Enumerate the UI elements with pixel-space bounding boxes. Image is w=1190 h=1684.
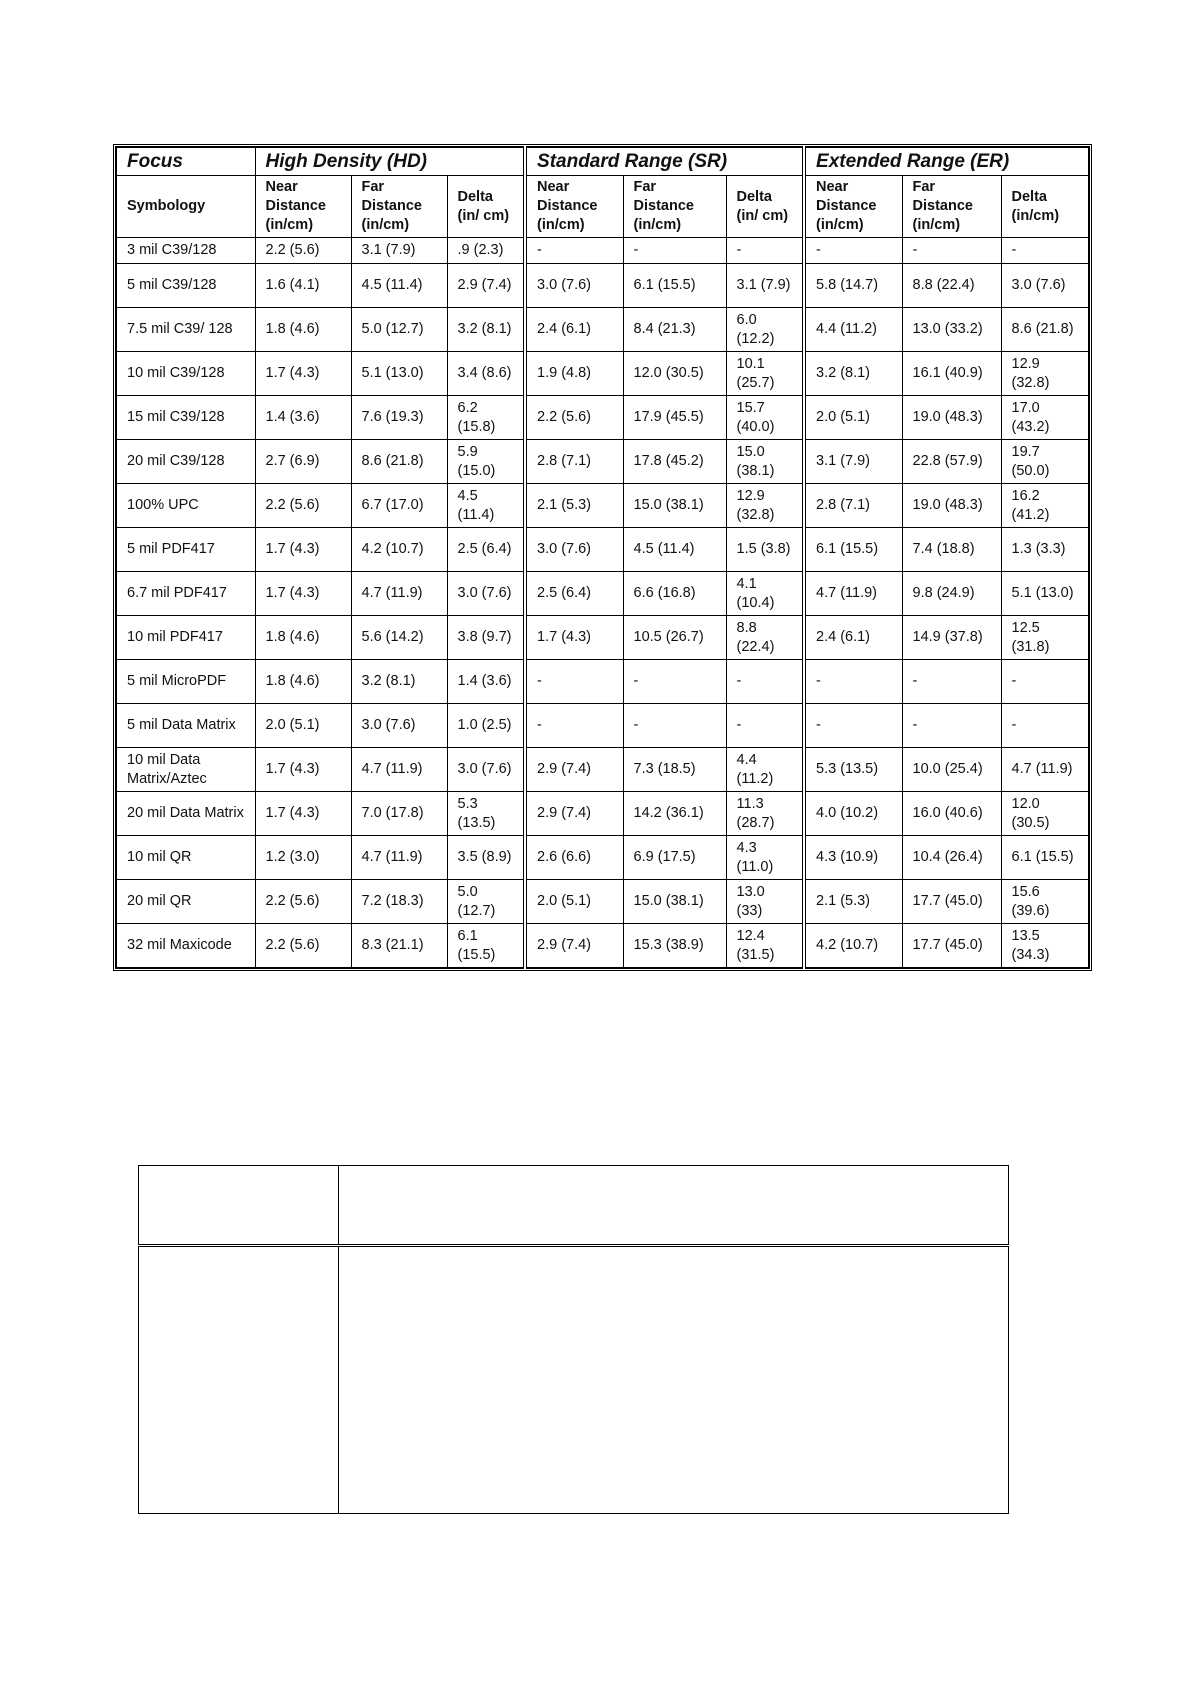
er-far-cell: 10.0 (25.4) (902, 748, 1001, 792)
er-delta-cell: 19.7 (50.0) (1001, 440, 1089, 484)
hd-delta-cell: 6.1 (15.5) (447, 924, 525, 969)
symbology-cell: 20 mil QR (116, 880, 255, 924)
sr-near-header: Near Distance (in/cm) (525, 176, 623, 238)
symbology-cell: 5 mil PDF417 (116, 528, 255, 572)
hd-near-cell: 2.2 (5.6) (255, 238, 351, 264)
symbology-header: Symbology (116, 176, 255, 238)
er-delta-cell: 13.5 (34.3) (1001, 924, 1089, 969)
sr-near-cell: 2.4 (6.1) (525, 308, 623, 352)
hd-far-cell: 7.2 (18.3) (351, 880, 447, 924)
sr-delta-cell: 15.0 (38.1) (726, 440, 804, 484)
table-row (116, 484, 1089, 528)
hd-near-cell: 1.8 (4.6) (255, 660, 351, 704)
sr-near-cell: 3.0 (7.6) (525, 528, 623, 572)
er-far-cell: 17.7 (45.0) (902, 880, 1001, 924)
symbology-cell: 20 mil C39/128 (116, 440, 255, 484)
blank-cell-label (139, 1246, 339, 1514)
sr-delta-header: Delta (in/ cm) (726, 176, 804, 238)
table-row (116, 238, 1089, 264)
symbology-cell: 10 mil PDF417 (116, 616, 255, 660)
hd-near-cell: 1.2 (3.0) (255, 836, 351, 880)
er-near-cell: 2.0 (5.1) (804, 396, 902, 440)
er-delta-cell: 17.0 (43.2) (1001, 396, 1089, 440)
er-near-cell: 4.7 (11.9) (804, 572, 902, 616)
sr-far-cell: - (623, 704, 726, 748)
symbology-cell: 5 mil Data Matrix (116, 704, 255, 748)
er-near-cell: 6.1 (15.5) (804, 528, 902, 572)
sr-near-cell: - (525, 238, 623, 264)
er-near-cell: - (804, 704, 902, 748)
sr-delta-cell: 1.5 (3.8) (726, 528, 804, 572)
hd-near-cell: 2.0 (5.1) (255, 704, 351, 748)
table-row (116, 572, 1089, 616)
sr-far-cell: 7.3 (18.5) (623, 748, 726, 792)
sr-far-cell: 4.5 (11.4) (623, 528, 726, 572)
blank-form-table (138, 1165, 1009, 1514)
hd-near-cell: 1.8 (4.6) (255, 616, 351, 660)
table-row (116, 616, 1089, 660)
er-delta-cell: 3.0 (7.6) (1001, 264, 1089, 308)
symbology-cell: 10 mil Data Matrix/Aztec (116, 748, 255, 792)
er-delta-cell: 8.6 (21.8) (1001, 308, 1089, 352)
hd-delta-header: Delta (in/ cm) (447, 176, 525, 238)
sr-delta-cell: - (726, 660, 804, 704)
hd-delta-cell: 3.8 (9.7) (447, 616, 525, 660)
er-delta-cell: 15.6 (39.6) (1001, 880, 1089, 924)
er-near-cell: 3.2 (8.1) (804, 352, 902, 396)
table-row (116, 396, 1089, 440)
er-far-cell: 16.0 (40.6) (902, 792, 1001, 836)
hd-far-cell: 3.1 (7.9) (351, 238, 447, 264)
sr-far-cell: - (623, 238, 726, 264)
symbology-cell: 15 mil C39/128 (116, 396, 255, 440)
sr-far-header: Far Distance (in/cm) (623, 176, 726, 238)
sr-near-cell: 2.9 (7.4) (525, 924, 623, 969)
hd-far-cell: 3.0 (7.6) (351, 704, 447, 748)
blank-table-header-row (139, 1166, 1009, 1246)
sr-delta-cell: 12.4 (31.5) (726, 924, 804, 969)
sr-delta-cell: 4.1 (10.4) (726, 572, 804, 616)
er-far-header: Far Distance (in/cm) (902, 176, 1001, 238)
er-near-cell: 3.1 (7.9) (804, 440, 902, 484)
sr-near-cell: - (525, 660, 623, 704)
sr-delta-cell: 12.9 (32.8) (726, 484, 804, 528)
hd-near-cell: 1.7 (4.3) (255, 792, 351, 836)
sr-near-cell: 2.9 (7.4) (525, 748, 623, 792)
table-row (116, 880, 1089, 924)
hd-near-cell: 1.8 (4.6) (255, 308, 351, 352)
hd-far-cell: 4.7 (11.9) (351, 748, 447, 792)
hd-near-cell: 2.2 (5.6) (255, 924, 351, 969)
hd-delta-cell: 3.5 (8.9) (447, 836, 525, 880)
hd-far-cell: 3.2 (8.1) (351, 660, 447, 704)
table-row (116, 528, 1089, 572)
er-near-cell: 2.1 (5.3) (804, 880, 902, 924)
hd-far-cell: 4.5 (11.4) (351, 264, 447, 308)
sr-far-cell: - (623, 660, 726, 704)
symbology-cell: 3 mil C39/128 (116, 238, 255, 264)
table-body (116, 238, 1089, 969)
sr-delta-cell: 3.1 (7.9) (726, 264, 804, 308)
hd-delta-cell: .9 (2.3) (447, 238, 525, 264)
sr-delta-cell: 10.1 (25.7) (726, 352, 804, 396)
symbology-cell: 10 mil C39/128 (116, 352, 255, 396)
er-delta-cell: - (1001, 238, 1089, 264)
hd-far-cell: 7.6 (19.3) (351, 396, 447, 440)
sr-near-cell: 2.9 (7.4) (525, 792, 623, 836)
hd-near-cell: 1.7 (4.3) (255, 528, 351, 572)
er-far-cell: 17.7 (45.0) (902, 924, 1001, 969)
hd-delta-cell: 2.5 (6.4) (447, 528, 525, 572)
hd-far-cell: 8.6 (21.8) (351, 440, 447, 484)
er-delta-cell: 12.0 (30.5) (1001, 792, 1089, 836)
er-delta-cell: 12.5 (31.8) (1001, 616, 1089, 660)
sr-far-cell: 15.0 (38.1) (623, 484, 726, 528)
table-row (116, 704, 1089, 748)
hd-far-cell: 7.0 (17.8) (351, 792, 447, 836)
er-far-cell: 16.1 (40.9) (902, 352, 1001, 396)
hd-delta-cell: 1.4 (3.6) (447, 660, 525, 704)
table-row (116, 352, 1089, 396)
sr-near-cell: - (525, 704, 623, 748)
blank-table-body-row (139, 1246, 1009, 1514)
er-far-cell: 8.8 (22.4) (902, 264, 1001, 308)
hd-near-cell: 1.7 (4.3) (255, 572, 351, 616)
sr-delta-cell: 13.0 (33) (726, 880, 804, 924)
er-delta-cell: 5.1 (13.0) (1001, 572, 1089, 616)
er-near-cell: - (804, 238, 902, 264)
hd-far-cell: 5.0 (12.7) (351, 308, 447, 352)
er-near-cell: 4.4 (11.2) (804, 308, 902, 352)
er-delta-cell: 16.2 (41.2) (1001, 484, 1089, 528)
sr-near-cell: 1.9 (4.8) (525, 352, 623, 396)
er-delta-header: Delta (in/cm) (1001, 176, 1089, 238)
sr-near-cell: 3.0 (7.6) (525, 264, 623, 308)
hd-delta-cell: 6.2 (15.8) (447, 396, 525, 440)
hd-delta-cell: 4.5 (11.4) (447, 484, 525, 528)
er-near-cell: 2.4 (6.1) (804, 616, 902, 660)
hd-delta-cell: 3.4 (8.6) (447, 352, 525, 396)
sr-far-cell: 10.5 (26.7) (623, 616, 726, 660)
sr-delta-cell: - (726, 704, 804, 748)
hd-near-header: Near Distance (in/cm) (255, 176, 351, 238)
hd-delta-cell: 5.0 (12.7) (447, 880, 525, 924)
er-far-cell: 22.8 (57.9) (902, 440, 1001, 484)
sr-near-cell: 2.5 (6.4) (525, 572, 623, 616)
hd-delta-cell: 5.9 (15.0) (447, 440, 525, 484)
sr-far-cell: 6.9 (17.5) (623, 836, 726, 880)
er-far-cell: 19.0 (48.3) (902, 396, 1001, 440)
er-delta-cell: - (1001, 660, 1089, 704)
sr-group-header: Standard Range (SR) (525, 147, 804, 176)
hd-near-cell: 2.7 (6.9) (255, 440, 351, 484)
table-row (116, 924, 1089, 969)
hd-delta-cell: 1.0 (2.5) (447, 704, 525, 748)
er-far-cell: 7.4 (18.8) (902, 528, 1001, 572)
er-far-cell: 19.0 (48.3) (902, 484, 1001, 528)
er-far-cell: 14.9 (37.8) (902, 616, 1001, 660)
sr-far-cell: 15.3 (38.9) (623, 924, 726, 969)
symbology-cell: 32 mil Maxicode (116, 924, 255, 969)
er-near-cell: 5.3 (13.5) (804, 748, 902, 792)
er-far-cell: 13.0 (33.2) (902, 308, 1001, 352)
hd-near-cell: 1.4 (3.6) (255, 396, 351, 440)
er-delta-cell: 4.7 (11.9) (1001, 748, 1089, 792)
table-row (116, 836, 1089, 880)
table-row (116, 264, 1089, 308)
hd-delta-cell: 2.9 (7.4) (447, 264, 525, 308)
hd-delta-cell: 3.0 (7.6) (447, 572, 525, 616)
sr-near-cell: 2.2 (5.6) (525, 396, 623, 440)
table-row (116, 792, 1089, 836)
er-delta-cell: 12.9 (32.8) (1001, 352, 1089, 396)
hd-far-cell: 4.7 (11.9) (351, 572, 447, 616)
sr-delta-cell: 4.3 (11.0) (726, 836, 804, 880)
table-row (116, 308, 1089, 352)
blank-cell-value (339, 1166, 1009, 1246)
symbology-cell: 5 mil MicroPDF (116, 660, 255, 704)
er-delta-cell: 1.3 (3.3) (1001, 528, 1089, 572)
hd-near-cell: 2.2 (5.6) (255, 484, 351, 528)
symbology-cell: 10 mil QR (116, 836, 255, 880)
sr-far-cell: 14.2 (36.1) (623, 792, 726, 836)
hd-group-header: High Density (HD) (255, 147, 525, 176)
sr-near-cell: 2.1 (5.3) (525, 484, 623, 528)
hd-near-cell: 1.6 (4.1) (255, 264, 351, 308)
symbology-cell: 20 mil Data Matrix (116, 792, 255, 836)
er-near-cell: 5.8 (14.7) (804, 264, 902, 308)
er-far-cell: 10.4 (26.4) (902, 836, 1001, 880)
er-near-cell: 2.8 (7.1) (804, 484, 902, 528)
sr-far-cell: 17.9 (45.5) (623, 396, 726, 440)
hd-delta-cell: 5.3 (13.5) (447, 792, 525, 836)
hd-delta-cell: 3.2 (8.1) (447, 308, 525, 352)
sr-near-cell: 2.6 (6.6) (525, 836, 623, 880)
blank-cell-label (139, 1166, 339, 1246)
er-far-cell: - (902, 660, 1001, 704)
decode-range-table (115, 146, 1090, 969)
er-far-cell: - (902, 704, 1001, 748)
er-group-header: Extended Range (ER) (804, 147, 1089, 176)
sr-far-cell: 17.8 (45.2) (623, 440, 726, 484)
hd-far-cell: 8.3 (21.1) (351, 924, 447, 969)
er-delta-cell: 6.1 (15.5) (1001, 836, 1089, 880)
column-header-row (116, 176, 1089, 238)
symbology-cell: 100% UPC (116, 484, 255, 528)
hd-near-cell: 1.7 (4.3) (255, 748, 351, 792)
er-far-cell: 9.8 (24.9) (902, 572, 1001, 616)
hd-far-cell: 6.7 (17.0) (351, 484, 447, 528)
sr-near-cell: 2.0 (5.1) (525, 880, 623, 924)
sr-far-cell: 12.0 (30.5) (623, 352, 726, 396)
hd-far-cell: 5.1 (13.0) (351, 352, 447, 396)
table-row (116, 440, 1089, 484)
sr-delta-cell: - (726, 238, 804, 264)
sr-far-cell: 6.6 (16.8) (623, 572, 726, 616)
sr-far-cell: 6.1 (15.5) (623, 264, 726, 308)
sr-delta-cell: 11.3 (28.7) (726, 792, 804, 836)
hd-far-cell: 4.7 (11.9) (351, 836, 447, 880)
sr-far-cell: 8.4 (21.3) (623, 308, 726, 352)
hd-delta-cell: 3.0 (7.6) (447, 748, 525, 792)
hd-near-cell: 1.7 (4.3) (255, 352, 351, 396)
sr-delta-cell: 15.7 (40.0) (726, 396, 804, 440)
group-header-row (116, 147, 1089, 176)
table-row (116, 660, 1089, 704)
er-far-cell: - (902, 238, 1001, 264)
sr-far-cell: 15.0 (38.1) (623, 880, 726, 924)
hd-near-cell: 2.2 (5.6) (255, 880, 351, 924)
symbology-cell: 6.7 mil PDF417 (116, 572, 255, 616)
sr-near-cell: 2.8 (7.1) (525, 440, 623, 484)
focus-header: Focus (116, 147, 255, 176)
hd-far-cell: 5.6 (14.2) (351, 616, 447, 660)
er-near-header: Near Distance (in/cm) (804, 176, 902, 238)
hd-far-header: Far Distance (in/cm) (351, 176, 447, 238)
er-near-cell: 4.0 (10.2) (804, 792, 902, 836)
blank-cell-value (339, 1246, 1009, 1514)
hd-far-cell: 4.2 (10.7) (351, 528, 447, 572)
sr-delta-cell: 4.4 (11.2) (726, 748, 804, 792)
table-row (116, 748, 1089, 792)
er-near-cell: 4.3 (10.9) (804, 836, 902, 880)
er-delta-cell: - (1001, 704, 1089, 748)
er-near-cell: - (804, 660, 902, 704)
sr-delta-cell: 8.8 (22.4) (726, 616, 804, 660)
er-near-cell: 4.2 (10.7) (804, 924, 902, 969)
sr-delta-cell: 6.0 (12.2) (726, 308, 804, 352)
sr-near-cell: 1.7 (4.3) (525, 616, 623, 660)
symbology-cell: 7.5 mil C39/ 128 (116, 308, 255, 352)
symbology-cell: 5 mil C39/128 (116, 264, 255, 308)
